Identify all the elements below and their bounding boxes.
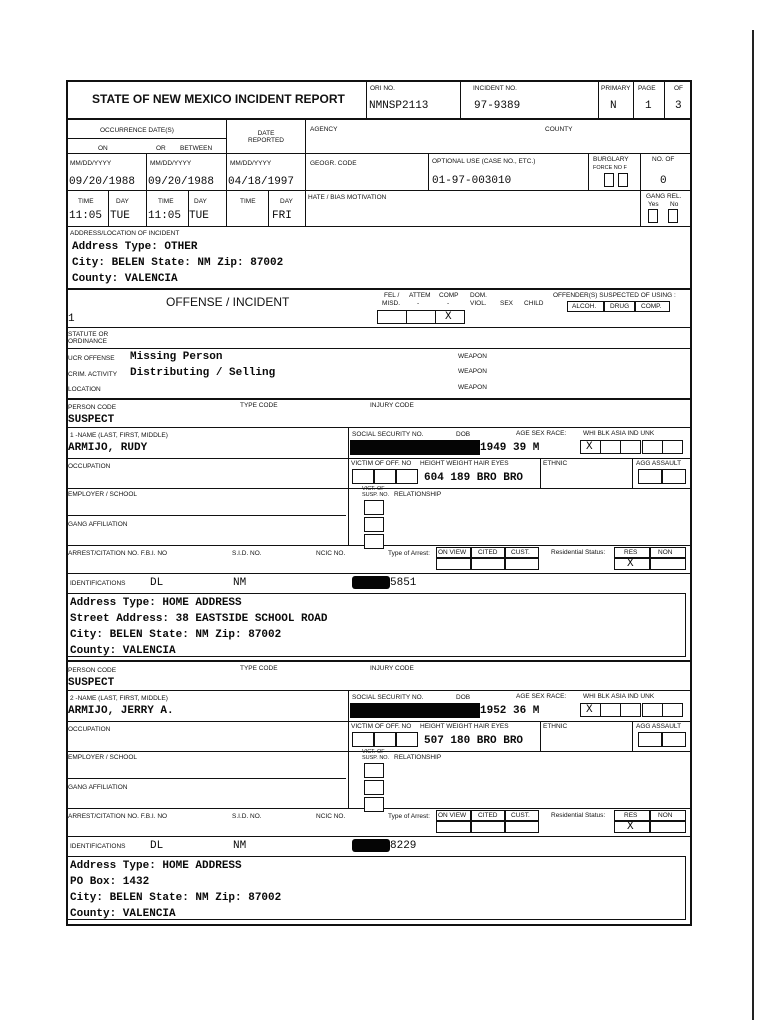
incident-no-value: 97-9389 <box>474 100 521 112</box>
residential-status-label: Residential Status: <box>551 549 606 556</box>
race-box[interactable] <box>642 703 663 717</box>
sid-label: S.I.D. NO. <box>232 813 262 820</box>
offense-number: 1 <box>68 313 75 325</box>
id-type: DL <box>150 577 164 589</box>
id-number-tail: 5851 <box>390 577 417 589</box>
fel-label: FEL / <box>384 292 400 299</box>
date3-format: MM/DD/YYYY <box>230 160 272 167</box>
employer-label: EMPLOYER / SCHOOL <box>68 754 137 761</box>
agg-assault-box[interactable] <box>662 469 686 484</box>
on-view-box-lower[interactable] <box>436 558 471 570</box>
page-label: PAGE <box>638 85 656 92</box>
victim-of-box[interactable] <box>352 732 374 747</box>
date-reported-label: DATE REPORTED <box>248 130 284 144</box>
race-box[interactable] <box>620 703 641 717</box>
identifications-label: IDENTIFICATIONS <box>70 580 126 587</box>
res-label: RES <box>624 812 638 819</box>
primary-value: N <box>610 100 617 112</box>
address-line3: City: BELEN State: NM Zip: 87002 <box>70 629 282 641</box>
cust-box-lower[interactable] <box>505 821 539 833</box>
non-label: NON <box>658 812 673 819</box>
ssn-label: SOCIAL SECURITY NO. <box>352 694 424 701</box>
dob-label: DOB <box>456 694 471 701</box>
type-code-label: TYPE CODE <box>240 665 278 672</box>
person-code-label: PERSON CODE <box>68 404 117 411</box>
cust-box-lower[interactable] <box>505 558 539 570</box>
comp-mark: X <box>445 311 452 323</box>
statute-label: STATUTE OR ORDINANCE <box>68 331 109 345</box>
day2-value: TUE <box>189 210 209 222</box>
hate-bias-label: HATE / BIAS MOTIVATION <box>308 194 387 201</box>
race-mark: X <box>586 704 593 716</box>
sid-label: S.I.D. NO. <box>232 550 262 557</box>
day2-label: DAY <box>194 198 207 205</box>
gang-yes-checkbox[interactable] <box>648 209 658 223</box>
day1-value: TUE <box>110 210 130 222</box>
comp-use-label: COMP. <box>641 303 662 310</box>
ethnic-label: ETHNIC <box>543 460 568 467</box>
location-line1: Address Type: OTHER <box>72 241 198 253</box>
vict-susp-box[interactable] <box>364 500 384 515</box>
location-line2: City: BELEN State: NM Zip: 87002 <box>72 257 284 269</box>
dash1: - <box>417 300 420 307</box>
agg-assault-box[interactable] <box>638 732 662 747</box>
weapon1-label: WEAPON <box>458 353 487 360</box>
relationship-label: RELATIONSHIP <box>394 754 442 761</box>
victim-of-label: VICTIM OF OFF. NO <box>351 460 412 467</box>
ori-value: NMNSP2113 <box>369 100 429 112</box>
victim-of-box[interactable] <box>396 469 418 484</box>
res-mark: X <box>627 821 634 833</box>
non-box-lower[interactable] <box>650 821 686 833</box>
ucr-offense-label: UCR OFFENSE <box>68 355 115 362</box>
vict-susp-box[interactable] <box>364 534 384 549</box>
person-name: ARMIJO, JERRY A. <box>68 705 174 717</box>
optional-use-label: OPTIONAL USE (CASE NO., ETC.) <box>432 158 536 165</box>
ncic-label: NCIC NO. <box>316 813 346 820</box>
relationship-label: RELATIONSHIP <box>394 491 442 498</box>
id-type: DL <box>150 840 164 852</box>
comp-label: COMP <box>439 292 459 299</box>
agg-assault-box[interactable] <box>638 469 662 484</box>
vict-susp-box[interactable] <box>364 763 384 778</box>
physical-description: 604 189 BRO BRO <box>424 472 524 484</box>
address-line3: City: BELEN State: NM Zip: 87002 <box>70 892 282 904</box>
dob-age-sex: 1949 39 M <box>480 442 540 454</box>
misd-label: MISD. <box>382 300 401 307</box>
address-line1: Address Type: HOME ADDRESS <box>70 860 242 872</box>
child-label: CHILD <box>524 300 544 307</box>
gang-yes-label: Yes <box>648 201 659 208</box>
on-view-label: ON VIEW <box>438 812 467 819</box>
sex-label: SEX <box>500 300 514 307</box>
day3-value: FRI <box>272 210 292 222</box>
incident-no-label: INCIDENT NO. <box>473 85 517 92</box>
viol-label: VIOL. <box>470 300 487 307</box>
county-label: COUNTY <box>545 126 573 133</box>
injury-code-label: INJURY CODE <box>370 665 414 672</box>
of-value: 3 <box>675 100 682 112</box>
type-of-arrest-label: Type of Arrest: <box>388 550 430 557</box>
burglary-label: BURGLARY <box>593 156 629 163</box>
id-redaction <box>352 839 390 852</box>
race-box[interactable] <box>600 703 621 717</box>
identifications-label: IDENTIFICATIONS <box>70 843 126 850</box>
height-weight-label: HEIGHT WEIGHT HAIR EYES <box>420 460 509 467</box>
offender-using-label: OFFENDER(S) SUSPECTED OF USING : <box>553 292 676 299</box>
gang-affiliation-label: GANG AFFILIATION <box>68 521 128 528</box>
attem-label: ATTEM <box>409 292 431 299</box>
gang-rel-label: GANG REL. <box>646 193 682 200</box>
location-line3: County: VALENCIA <box>72 273 178 285</box>
victim-of-box[interactable] <box>352 469 374 484</box>
burglary-force-label: FORCE NO F <box>593 165 627 171</box>
name-label: 1 -NAME (LAST, FIRST, MIDDLE) <box>70 432 168 439</box>
time2-value: 11:05 <box>148 210 182 222</box>
no-of-label: NO. OF <box>652 156 675 163</box>
fel-misd-box[interactable] <box>377 310 407 324</box>
ethnic-label: ETHNIC <box>543 723 568 730</box>
time3-label: TIME <box>240 198 256 205</box>
victim-of-box[interactable] <box>374 469 396 484</box>
non-label: NON <box>658 549 673 556</box>
offense-title: OFFENSE / INCIDENT <box>166 295 290 309</box>
race-box[interactable] <box>662 440 683 454</box>
day1-label: DAY <box>116 198 129 205</box>
date-reported-value: 04/18/1997 <box>228 176 295 188</box>
name-label: 2 -NAME (LAST, FIRST, MIDDLE) <box>70 695 168 702</box>
date2-format: MM/DD/YYYY <box>150 160 192 167</box>
address-line1: Address Type: HOME ADDRESS <box>70 597 242 609</box>
scan-edge <box>752 30 754 1020</box>
optional-use-value: 01-97-003010 <box>432 175 512 187</box>
page-value: 1 <box>645 100 652 112</box>
race-box[interactable] <box>642 440 663 454</box>
drug-label: DRUG <box>610 303 630 310</box>
address-line4: County: VALENCIA <box>70 645 176 657</box>
dash2: - <box>447 300 450 307</box>
weapon3-label: WEAPON <box>458 384 487 391</box>
age-sex-race-label: AGE SEX RACE: <box>516 430 567 437</box>
gang-affiliation-label: GANG AFFILIATION <box>68 784 128 791</box>
type-of-arrest-label: Type of Arrest: <box>388 813 430 820</box>
employer-label: EMPLOYER / SCHOOL <box>68 491 137 498</box>
id-redaction <box>352 576 390 589</box>
alcoh-label: ALCOH. <box>572 303 597 310</box>
crim-activity-label: CRIM. ACTIVITY <box>68 371 118 378</box>
dob-label: DOB <box>456 431 471 438</box>
physical-description: 507 180 BRO BRO <box>424 735 524 747</box>
vict-susp-label: VICT. OF SUSP. NO. <box>362 486 390 498</box>
age-sex-race-label: AGE SEX RACE: <box>516 693 567 700</box>
victim-of-box[interactable] <box>374 732 396 747</box>
address-line4: County: VALENCIA <box>70 908 176 920</box>
race-box[interactable] <box>662 703 683 717</box>
person-code-value: SUSPECT <box>68 677 115 689</box>
location-code-label: LOCATION <box>68 386 101 393</box>
agg-assault-label: AGG ASSAULT <box>636 460 682 467</box>
race-box[interactable] <box>620 440 641 454</box>
time2-label: TIME <box>158 198 174 205</box>
non-box-lower[interactable] <box>650 558 686 570</box>
person-code-value: SUSPECT <box>68 414 115 426</box>
ori-label: ORI NO. <box>370 85 395 92</box>
ssn-label: SOCIAL SECURITY NO. <box>352 431 424 438</box>
weapon2-label: WEAPON <box>458 368 487 375</box>
vict-susp-box[interactable] <box>364 797 384 812</box>
cust-label: CUST. <box>511 549 530 556</box>
crim-activity-value: Distributing / Selling <box>130 367 276 379</box>
id-state: NM <box>233 577 247 589</box>
cust-label: CUST. <box>511 812 530 819</box>
arrest-citation-label: ARREST/CITATION NO. F.B.I. NO <box>68 813 168 820</box>
vict-susp-box[interactable] <box>364 780 384 795</box>
arrest-citation-label: ARREST/CITATION NO. F.B.I. NO <box>68 550 168 557</box>
res-label: RES <box>624 549 638 556</box>
occupation-label: OCCUPATION <box>68 463 111 470</box>
type-code-label: TYPE CODE <box>240 402 278 409</box>
location-label: ADDRESS/LOCATION OF INCIDENT <box>70 230 180 237</box>
date1-format: MM/DD/YYYY <box>70 160 112 167</box>
address-line2: Street Address: 38 EASTSIDE SCHOOL ROAD <box>70 613 328 625</box>
id-number-tail: 8229 <box>390 840 417 852</box>
day3-label: DAY <box>280 198 293 205</box>
occurrence-label: OCCURRENCE DATE(S) <box>100 127 174 134</box>
ssn-redaction <box>350 703 480 718</box>
of-label: OF <box>674 85 684 92</box>
height-weight-label: HEIGHT WEIGHT HAIR EYES <box>420 723 509 730</box>
dom-label: DOM. <box>470 292 487 299</box>
race-box[interactable] <box>600 440 621 454</box>
geogr-code-label: GEOGR. CODE <box>310 160 357 167</box>
address-line2: PO Box: 1432 <box>70 876 150 888</box>
race-mark: X <box>586 441 593 453</box>
occupation-label: OCCUPATION <box>68 726 111 733</box>
time1-label: TIME <box>78 198 94 205</box>
cited-label: CITED <box>478 812 498 819</box>
no-of-value: 0 <box>660 175 667 187</box>
person-code-label: PERSON CODE <box>68 667 117 674</box>
ucr-offense-value: Missing Person <box>130 351 223 363</box>
gang-no-label: No <box>670 201 679 208</box>
occurrence-date-between: 09/20/1988 <box>148 176 215 188</box>
cited-box-lower[interactable] <box>471 821 505 833</box>
time1-value: 11:05 <box>69 210 103 222</box>
burglary-noforce-checkbox[interactable] <box>618 173 628 187</box>
residential-status-label: Residential Status: <box>551 812 606 819</box>
on-view-label: ON VIEW <box>438 549 467 556</box>
cited-box-lower[interactable] <box>471 558 505 570</box>
form-title: STATE OF NEW MEXICO INCIDENT REPORT <box>92 92 345 106</box>
occurrence-date-on: 09/20/1988 <box>69 176 136 188</box>
on-label: ON <box>98 145 108 152</box>
cited-label: CITED <box>478 549 498 556</box>
injury-code-label: INJURY CODE <box>370 402 414 409</box>
res-mark: X <box>627 558 634 570</box>
gang-no-checkbox[interactable] <box>668 209 678 223</box>
vict-susp-box[interactable] <box>364 517 384 532</box>
victim-of-box[interactable] <box>396 732 418 747</box>
between-label: BETWEEN <box>180 145 213 152</box>
agency-label: AGENCY <box>310 126 338 133</box>
race-columns-label: WHI BLK ASIA IND UNK <box>583 430 655 437</box>
or-label: OR <box>156 145 166 152</box>
vict-susp-label: VICT. OF SUSP. NO. <box>362 749 390 761</box>
race-columns-label: WHI BLK ASIA IND UNK <box>583 693 655 700</box>
attem-box[interactable] <box>406 310 436 324</box>
person-name: ARMIJO, RUDY <box>68 442 148 454</box>
burglary-force-checkbox[interactable] <box>604 173 614 187</box>
on-view-box-lower[interactable] <box>436 821 471 833</box>
victim-of-label: VICTIM OF OFF. NO <box>351 723 412 730</box>
agg-assault-label: AGG ASSAULT <box>636 723 682 730</box>
dob-age-sex: 1952 36 M <box>480 705 540 717</box>
ssn-redaction <box>350 440 480 455</box>
id-state: NM <box>233 840 247 852</box>
ncic-label: NCIC NO. <box>316 550 346 557</box>
agg-assault-box[interactable] <box>662 732 686 747</box>
primary-label: PRIMARY <box>601 85 631 92</box>
